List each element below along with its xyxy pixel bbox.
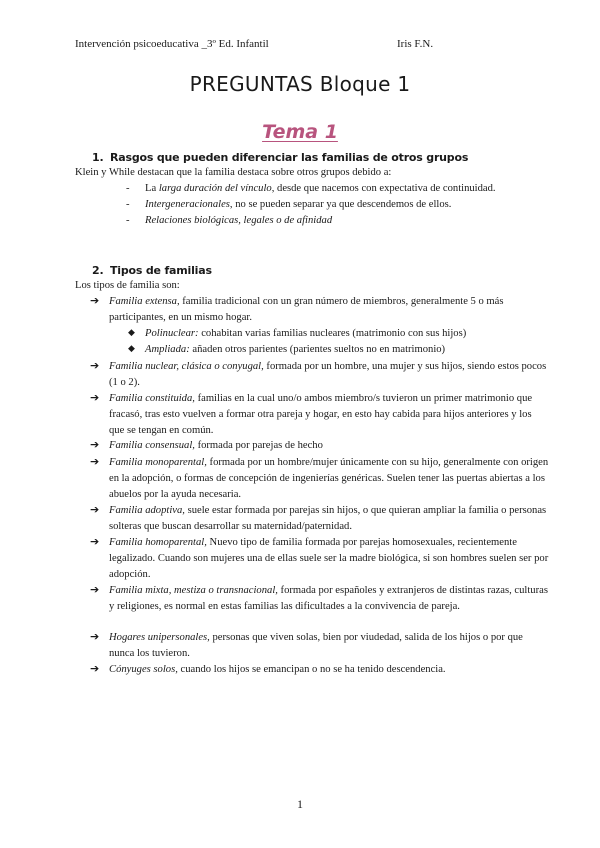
- item-text: formada por un hombre/mujer únicamente con su hijo, generalmente con origen en la adopción, o formas de concepción de ingenierías genéricas. Suelen tener las puertas abiertas a los abuelos por la ayuda necesaria.: [109, 457, 549, 501]
- dash-bullet: -: [126, 199, 130, 210]
- arrow-bullet-icon: ➔: [90, 391, 100, 404]
- sub-list-item: [145, 342, 445, 358]
- item-emphasis: Hogares unipersonales,: [109, 632, 210, 643]
- question-2-number: 2.: [92, 264, 104, 277]
- dash-bullet: -: [126, 183, 130, 194]
- page-number: 1: [297, 797, 303, 811]
- arrow-bullet-icon: ➔: [90, 662, 100, 675]
- sub-list-item: [145, 326, 466, 342]
- item-text: suele estar formada por parejas sin hijos, o que quieran ampliar la familia o personas solteras que buscan desarrollar su maternidad/paternidad.: [109, 505, 547, 533]
- diamond-bullet-icon: ◆: [128, 344, 135, 354]
- arrow-bullet-icon: ➔: [90, 359, 100, 372]
- item-emphasis: Familia consensual,: [109, 440, 195, 451]
- section-title: Tema 1: [262, 121, 338, 143]
- diamond-bullet-icon: ◆: [128, 328, 135, 338]
- item-text: añaden otros parientes (parientes sueltos no en matrimonio): [189, 344, 446, 355]
- item-text: cuando los hijos se emancipan o no se ha tenido descendencia.: [177, 664, 446, 675]
- item-text: familias en la cual uno/o ambos miembro/s tuvieron un primer matrimonio que fracasó, tras esto vuelven a formar otra pareja y hogar, en esto hay cabida para hijos anteriores y los que se tengan en común.: [109, 393, 533, 437]
- item-text: cohabitan varias familias nucleares (matrimonio con sus hijos): [198, 328, 467, 339]
- item-emphasis: Familia adoptiva,: [109, 505, 185, 516]
- arrow-bullet-icon: ➔: [90, 455, 100, 468]
- list-item: [109, 391, 549, 439]
- list-item: [109, 630, 549, 662]
- list-item: [109, 583, 549, 615]
- item-text: , no se pueden separar ya que descendemos de ellos.: [229, 199, 452, 210]
- list-item: [109, 503, 549, 535]
- item-emphasis: Ampliada:: [145, 344, 190, 355]
- question-2-intro: Los tipos de familia son:: [75, 280, 180, 291]
- item-emphasis: Familia extensa,: [109, 296, 180, 307]
- item-emphasis: larga duración del vínculo: [158, 183, 272, 194]
- item-emphasis: Cónyuges solos,: [109, 664, 178, 675]
- arrow-bullet-icon: ➔: [90, 630, 100, 643]
- item-emphasis: Familia homoparental,: [109, 537, 207, 548]
- item-text: personas que viven solas, bien por viudedad, salida de los hijos o por que nunca los tuvieron.: [109, 632, 523, 660]
- arrow-bullet-icon: ➔: [90, 438, 100, 451]
- item-emphasis: Intergeneracionales: [145, 199, 230, 210]
- question-1-title: Rasgos que pueden diferenciar las familias de otros grupos: [110, 151, 469, 164]
- header-right: Iris F.N.: [397, 38, 434, 50]
- question-2-title: Tipos de familias: [110, 264, 212, 277]
- list-item: [109, 662, 549, 678]
- list-item: [109, 455, 549, 503]
- item-text: Nuevo tipo de familia formada por parejas homosexuales, recientemente legalizado. Cuando son mujeres una de ellas suele ser la madre biológica, si son hombres suelen ser por adopción.: [109, 537, 549, 581]
- arrow-bullet-icon: ➔: [90, 583, 100, 596]
- item-emphasis: Familia monoparental,: [109, 457, 207, 468]
- question-1-intro: Klein y While destacan que la familia destaca sobre otros grupos debido a:: [75, 167, 392, 178]
- arrow-bullet-icon: ➔: [90, 294, 100, 307]
- item-text: formada por parejas de hecho: [194, 440, 323, 451]
- question-1-number: 1.: [92, 151, 104, 164]
- item-emphasis: Familia constituida,: [109, 393, 195, 404]
- list-item: [109, 359, 549, 391]
- item-emphasis: Polinuclear:: [145, 328, 199, 339]
- item-emphasis: Familia nuclear, clásica o conyugal,: [109, 361, 264, 372]
- item-text: formada por un hombre, una mujer y sus hijos, siendo estos pocos (1 o 2).: [109, 361, 547, 389]
- page-title: PREGUNTAS Bloque 1: [189, 72, 411, 96]
- item-emphasis: Relaciones biológicas, legales o de afinidad: [145, 215, 333, 226]
- arrow-bullet-icon: ➔: [90, 503, 100, 516]
- item-text: La: [145, 183, 159, 194]
- arrow-bullet-icon: ➔: [90, 535, 100, 548]
- item-emphasis: Familia mixta, mestiza o transnacional,: [109, 585, 278, 596]
- list-item: [109, 438, 549, 454]
- list-item: [109, 535, 549, 583]
- dash-bullet: -: [126, 215, 130, 226]
- item-text: familia tradicional con un gran número de miembros, generalmente 5 o más participantes, en un mismo hogar.: [109, 296, 504, 324]
- list-item: [109, 294, 549, 326]
- item-text: , desde que nacemos con expectativa de continuidad.: [271, 183, 496, 194]
- item-text: formada por españoles y extranjeros de distintas razas, culturas y religiones, es normal en estas familias las dificultades a la convivencia de pareja.: [109, 585, 548, 613]
- header-left: Intervención psicoeducativa _3º Ed. Infantil: [75, 38, 269, 50]
